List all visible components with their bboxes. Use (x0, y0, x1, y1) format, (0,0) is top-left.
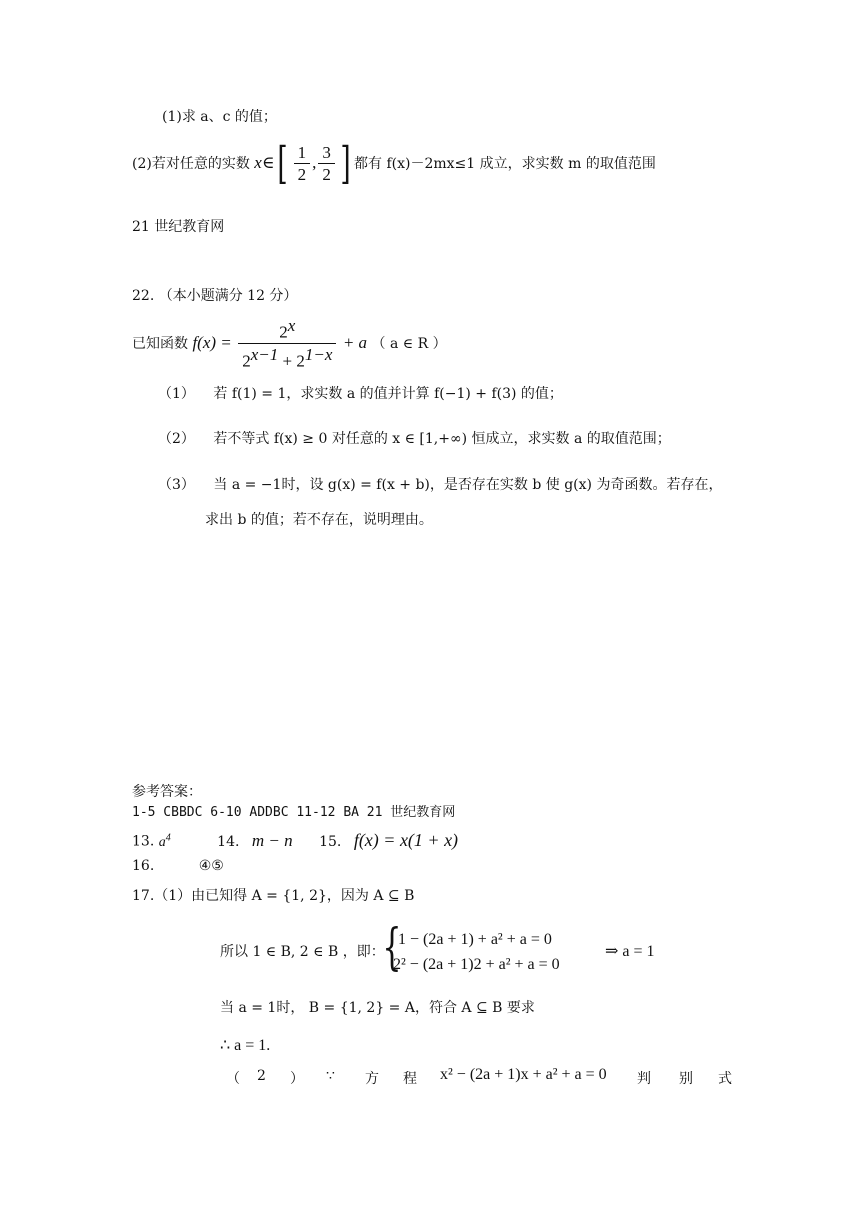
q22-intro: 已知函数 (132, 336, 188, 353)
q21-part1-label: (1) (162, 109, 182, 125)
answer-14-value: m − n (251, 830, 293, 850)
answer-15-label: 15. (319, 833, 342, 850)
answers-row-1: 1-5 CBBDC 6-10 ADDBC 11-12 BA 21 世纪教育网 (132, 805, 456, 820)
answer-17-so: 所以 1 ∈ B, 2 ∈ B ，即： (220, 944, 385, 960)
item-label: （3） (158, 477, 195, 493)
q22-function-definition (132, 316, 447, 371)
q21-part2-label: (2) (132, 156, 152, 172)
answer-17-part2-tok9: 式 (718, 1071, 732, 1087)
answer-15-value: f(x) = x(1 + x) (353, 829, 459, 850)
answer-14-label: 14. (217, 833, 240, 850)
q22-item-1 (158, 384, 563, 404)
answer-17-part2-tok0: （ (226, 1071, 240, 1087)
q21-part2 (132, 138, 656, 188)
answer-13-value (158, 832, 171, 850)
answer-17-line-1: 17.（1）由已知得 A = {1, 2}，因为 A ⊆ B (132, 888, 415, 904)
fraction-three-halves (318, 143, 335, 186)
q22-item-2 (158, 429, 671, 449)
function-tail: + a (342, 333, 368, 353)
watermark-text: 21 世纪教育网 (132, 219, 225, 235)
function-domain: （ a ∈ R ） (371, 336, 447, 353)
right-bracket: ] (340, 138, 351, 189)
function-fx: f(x) = (192, 333, 232, 353)
q21-part2-text-a: 若对任意的实数 (151, 156, 250, 172)
num-exp: x (287, 316, 296, 335)
item-text: 若 f(1) = 1，求实数 a 的值并计算 f(−1) + f(3) 的值； (213, 386, 563, 402)
den-plus: + 2 (278, 351, 305, 371)
fraction-denominator (238, 344, 336, 373)
function-fraction (238, 316, 336, 372)
q22-item-3 (158, 475, 722, 495)
num-base: 2 (279, 322, 288, 342)
fraction-one-half (294, 143, 311, 186)
q21-part1-text: 求 a、c 的值； (181, 109, 277, 125)
item-label: （2） (158, 431, 195, 447)
den-base-a: 2 (242, 351, 251, 371)
item-text: 当 a = −1时，设 g(x) = f(x + b)，是否存在实数 b 使 g(x) 为奇函数。若存在， (213, 477, 723, 493)
answer-17-part2-tok5: 程 (403, 1071, 417, 1087)
answer-16-label: 16. (132, 858, 155, 874)
fraction-numerator (238, 316, 336, 344)
comma: , (312, 153, 317, 172)
answers-title: 参考答案： (132, 784, 202, 800)
answer-17-when: 当 a = 1时， B = {1, 2} = A，符合 A ⊆ B 要求 (220, 1000, 535, 1016)
answer-17-part2-tok1: 2 (257, 1068, 266, 1084)
answers-row-13-15 (132, 828, 458, 853)
q22-item-3-continued: 求出 b 的值；若不存在，说明理由。 (205, 512, 433, 528)
answer-16-value: ④⑤ (198, 858, 224, 874)
answer-13-label: 13. (132, 833, 155, 850)
answer-17-therefore: ∴ a = 1. (220, 1037, 271, 1054)
den-exp-b: 1−x (304, 344, 333, 364)
item-label: （1） (158, 386, 195, 402)
q21-var-x: x∈ (254, 153, 275, 172)
answer-17-part2-tok2: ） (290, 1071, 304, 1087)
q21-part1 (162, 107, 277, 127)
q22-header: 22. （本小题满分 12 分） (132, 288, 298, 304)
left-brace: { (382, 918, 402, 976)
frac-num: 3 (318, 143, 335, 164)
a13-base: a (158, 834, 166, 850)
answers-row-16 (132, 856, 224, 876)
den-exp-a: x−1 (250, 344, 279, 364)
left-bracket: [ (277, 138, 289, 189)
q21-part2-text-b: 都有 f(x)－2mx≤1 成立，求实数 m 的取值范围 (354, 156, 656, 172)
item-text: 若不等式 f(x) ≥ 0 对任意的 x ∈ [1,+∞) 恒成立，求实数 a 的取值范围； (213, 431, 671, 447)
answer-17-part2-equation: x² − (2a + 1)x + a² + a = 0 (440, 1066, 607, 1083)
frac-num: 1 (294, 143, 311, 164)
system-equation-2: 2² − (2a + 1)2 + a² + a = 0 (393, 956, 560, 973)
frac-den: 2 (322, 164, 331, 184)
implies-result: ⇒ a = 1 (605, 943, 655, 960)
answer-17-part2-tok3: ∵ (326, 1068, 335, 1084)
a13-exp: 4 (165, 832, 171, 843)
answer-17-part2-tok7: 判 (637, 1071, 651, 1087)
answer-17-part2-tok8: 别 (679, 1071, 693, 1087)
answer-17-part2-tok4: 方 (365, 1071, 379, 1087)
frac-den: 2 (297, 164, 307, 184)
system-equation-1: 1 − (2a + 1) + a² + a = 0 (398, 931, 552, 948)
